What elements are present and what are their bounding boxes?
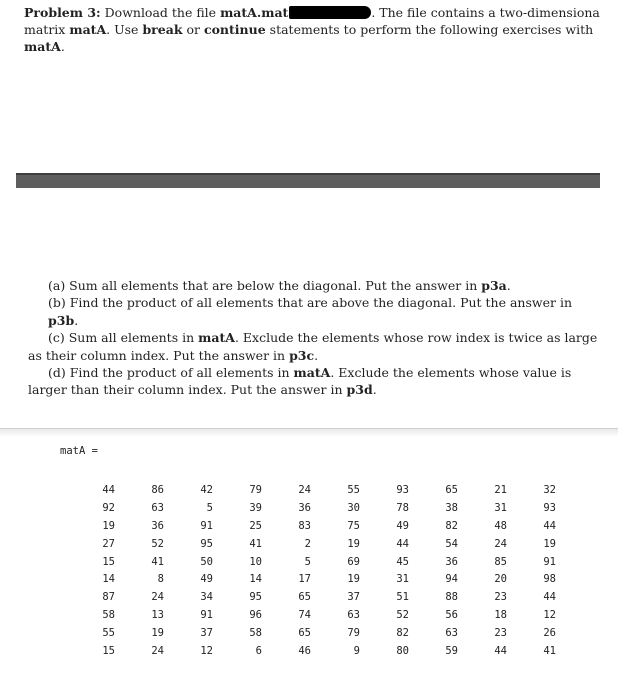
matrix-cell: 10: [249, 555, 262, 568]
matrix-row: [66, 535, 556, 553]
matrix-cell: 96: [249, 609, 262, 622]
matrix-cell: 79: [347, 627, 360, 640]
matrix-cell: 55: [347, 483, 360, 496]
matrix-cell: 39: [249, 501, 262, 514]
keyword-break: break: [142, 22, 183, 37]
matrix-cell: 98: [543, 573, 556, 586]
matrix-cell: 30: [347, 501, 360, 514]
matrix-cell: 15: [102, 644, 115, 657]
part-c-var: p3c: [289, 347, 315, 363]
part-d-text: (d) Find the product of all elements in: [48, 365, 290, 381]
matrix-row: [66, 570, 556, 588]
matrix-cell: 49: [396, 519, 409, 532]
matrix-cell: 91: [543, 555, 556, 568]
matrix-cell: 41: [151, 555, 164, 568]
matrix-cell: 5: [206, 501, 213, 514]
matrix-cell: 44: [543, 519, 556, 532]
problem-text: Download the file: [104, 5, 217, 20]
problem-text: matrix: [24, 22, 66, 37]
part-c-text: (c) Sum all elements in: [48, 330, 195, 346]
matrix-row: [66, 624, 556, 642]
matrix-cell: 44: [396, 537, 409, 550]
file-name: matA.mat: [220, 5, 289, 20]
matrix-row: [66, 553, 556, 571]
matrix-cell: 18: [494, 609, 507, 622]
problem-text: or: [186, 22, 200, 37]
part-d: [28, 364, 600, 399]
part-d-matrix: matA: [293, 365, 331, 381]
exercise-parts: [28, 277, 600, 399]
matrix-cell: 54: [445, 537, 458, 550]
period: .: [372, 382, 377, 398]
matrix-label: matA =: [60, 445, 98, 457]
matrix-cell: 94: [445, 573, 458, 586]
keyword-continue: continue: [203, 22, 266, 37]
matrix-cell: 24: [494, 537, 507, 550]
matrix-cell: 2: [304, 537, 311, 550]
matrix-cell: 55: [102, 627, 115, 640]
matrix-cell: 31: [494, 501, 507, 514]
problem-title: Problem 3:: [24, 5, 101, 20]
redaction-bar: [289, 6, 371, 19]
matrix-cell: 45: [396, 555, 409, 568]
matrix-grid: [66, 481, 556, 660]
matrix-cell: 46: [298, 644, 311, 657]
matrix-cell: 37: [347, 591, 360, 604]
matrix-name: matA: [69, 22, 107, 37]
console-output: [0, 428, 618, 682]
matrix-cell: 83: [298, 519, 311, 532]
matrix-row: [66, 517, 556, 535]
problem-statement: [24, 4, 604, 55]
matrix-cell: 19: [151, 627, 164, 640]
part-d-text: . Exclude the elements whose value is larger than their column index. Put the answer in: [28, 365, 572, 398]
matrix-cell: 63: [151, 501, 164, 514]
matrix-cell: 36: [151, 519, 164, 532]
matrix-cell: 36: [445, 555, 458, 568]
part-b: [28, 294, 600, 329]
matrix-cell: 87: [102, 591, 115, 604]
matrix-cell: 31: [396, 573, 409, 586]
matrix-cell: 59: [445, 644, 458, 657]
matrix-cell: 88: [445, 591, 458, 604]
matrix-cell: 86: [151, 483, 164, 496]
matrix-row: [66, 499, 556, 517]
matrix-cell: 19: [102, 519, 115, 532]
matrix-cell: 50: [200, 555, 213, 568]
period: .: [74, 312, 79, 328]
matrix-cell: 12: [200, 644, 213, 657]
part-c-text: . Exclude the elements whose row index is twice as large as their column index. Put the answer in: [28, 330, 598, 363]
matrix-cell: 14: [249, 573, 262, 586]
matrix-cell: 44: [102, 483, 115, 496]
divider-band: [16, 173, 600, 188]
matrix-row: [66, 588, 556, 606]
matrix-cell: 38: [445, 501, 458, 514]
matrix-cell: 79: [249, 483, 262, 496]
matrix-cell: 34: [200, 591, 213, 604]
matrix-cell: 15: [102, 555, 115, 568]
matrix-cell: 56: [445, 609, 458, 622]
matrix-cell: 17: [298, 573, 311, 586]
matrix-row: [66, 481, 556, 499]
part-a-text: (a) Sum all elements that are below the diagonal. Put the answer in: [48, 278, 478, 293]
matrix-cell: 52: [151, 537, 164, 550]
matrix-cell: 85: [494, 555, 507, 568]
period: .: [506, 278, 511, 293]
matrix-cell: 8: [157, 573, 164, 586]
matrix-cell: 24: [151, 591, 164, 604]
matrix-cell: 24: [151, 644, 164, 657]
matrix-cell: 58: [102, 609, 115, 622]
matrix-cell: 75: [347, 519, 360, 532]
matrix-cell: 36: [298, 501, 311, 514]
part-b-var: p3b: [48, 312, 75, 328]
matrix-cell: 93: [543, 501, 556, 514]
matrix-cell: 25: [249, 519, 262, 532]
problem-text: statements to perform the following exercises with: [269, 22, 594, 37]
matrix-cell: 5: [304, 555, 311, 568]
part-c: [28, 329, 600, 364]
part-d-var: p3d: [346, 382, 373, 398]
problem-text: .: [60, 39, 65, 54]
matrix-cell: 32: [543, 483, 556, 496]
matrix-cell: 14: [102, 573, 115, 586]
matrix-cell: 6: [255, 644, 262, 657]
matrix-cell: 65: [298, 591, 311, 604]
matrix-cell: 12: [543, 609, 556, 622]
part-b-text: (b) Find the product of all elements that are above the diagonal. Put the answer in: [48, 295, 572, 311]
matrix-cell: 19: [347, 537, 360, 550]
part-c-matrix: matA: [198, 330, 235, 346]
matrix-cell: 95: [200, 537, 213, 550]
matrix-cell: 27: [102, 537, 115, 550]
matrix-cell: 19: [543, 537, 556, 550]
matrix-cell: 23: [494, 627, 507, 640]
matrix-cell: 44: [543, 591, 556, 604]
matrix-cell: 44: [494, 644, 507, 657]
matrix-cell: 49: [200, 573, 213, 586]
period: .: [314, 347, 319, 363]
matrix-cell: 41: [249, 537, 262, 550]
matrix-cell: 82: [445, 519, 458, 532]
matrix-cell: 65: [445, 483, 458, 496]
matrix-cell: 95: [249, 591, 262, 604]
matrix-cell: 78: [396, 501, 409, 514]
matrix-row: [66, 606, 556, 624]
matrix-cell: 51: [396, 591, 409, 604]
matrix-cell: 69: [347, 555, 360, 568]
matrix-cell: 63: [445, 627, 458, 640]
matrix-row: [66, 642, 556, 660]
matrix-name: matA: [24, 39, 61, 54]
matrix-cell: 26: [543, 627, 556, 640]
matrix-cell: 91: [200, 609, 213, 622]
matrix-cell: 52: [396, 609, 409, 622]
matrix-cell: 13: [151, 609, 164, 622]
matrix-cell: 80: [396, 644, 409, 657]
matrix-cell: 82: [396, 627, 409, 640]
matrix-cell: 20: [494, 573, 507, 586]
matrix-cell: 23: [494, 591, 507, 604]
matrix-cell: 91: [200, 519, 213, 532]
matrix-cell: 65: [298, 627, 311, 640]
matrix-cell: 93: [396, 483, 409, 496]
matrix-cell: 19: [347, 573, 360, 586]
problem-text: . Use: [106, 22, 139, 37]
part-a-var: p3a: [481, 278, 507, 293]
matrix-cell: 21: [494, 483, 507, 496]
part-a: [28, 277, 600, 294]
matrix-cell: 74: [298, 609, 311, 622]
matrix-cell: 63: [347, 609, 360, 622]
matrix-cell: 42: [200, 483, 213, 496]
matrix-cell: 92: [102, 501, 115, 514]
matrix-cell: 37: [200, 627, 213, 640]
matrix-cell: 58: [249, 627, 262, 640]
problem-text: . The file contains a two-dimensiona: [371, 5, 600, 20]
matrix-cell: 24: [298, 483, 311, 496]
matrix-cell: 9: [353, 644, 360, 657]
matrix-cell: 41: [543, 644, 556, 657]
matrix-cell: 48: [494, 519, 507, 532]
